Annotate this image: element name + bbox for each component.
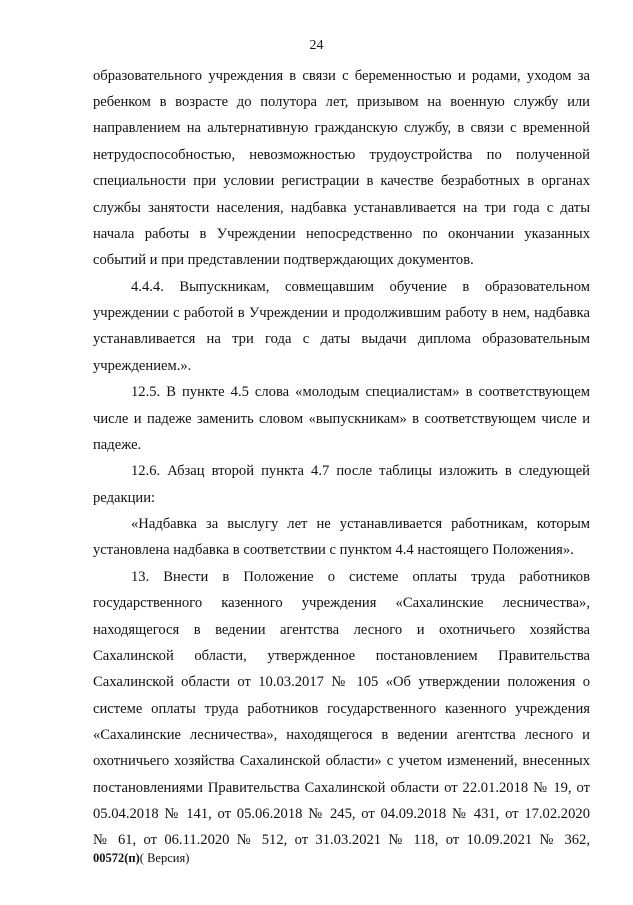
- text-line: специальности при условии регистрации в качестве безработных в органах: [93, 173, 590, 189]
- text-line: нетрудоспособностью, невозможностью трудоустройства по полученной: [93, 147, 590, 163]
- text-line: постановлениями Правительства Сахалинской области от 22.01.2018 № 19, от: [93, 780, 590, 796]
- text-line: «Надбавка за выслугу лет не устанавливается работникам, которым: [131, 516, 590, 532]
- page-number: 24: [309, 38, 324, 53]
- text-line: службы занятости населения, надбавка устанавливается на три года с даты: [93, 200, 590, 216]
- text-line: 12.6. Абзац второй пункта 4.7 после таблицы изложить в следующей: [131, 463, 590, 479]
- text-line: установлена надбавка в соответствии с пунктом 4.4 настоящего Положения».: [93, 542, 574, 558]
- text-line: государственного казенного учреждения «Сахалинские лесничества»,: [93, 595, 590, 611]
- text-line: Сахалинской области от 10.03.2017 № 105 «Об утверждении положения о: [93, 674, 590, 690]
- text-line: Сахалинской области, утвержденное постановлением Правительства: [93, 648, 590, 664]
- document-footer: [93, 851, 189, 866]
- text-line: ребенком в возрасте до полутора лет, призывом на военную службу или: [93, 94, 590, 110]
- text-line: устанавливается на три года с даты выдачи диплома образовательным: [93, 331, 590, 347]
- text-line: числе и падеже заменить словом «выпускникам» в соответствующем числе и: [93, 411, 590, 427]
- text-line: 4.4.4. Выпускникам, совмещавшим обучение в образовательном: [131, 279, 590, 295]
- document-version: ( Версия): [139, 851, 190, 865]
- text-line: учреждением.».: [93, 358, 192, 374]
- document-code: 00572(п): [93, 851, 140, 865]
- text-line: редакции:: [93, 490, 156, 506]
- text-line: «Сахалинские лесничества», находящегося в ведении агентства лесного и: [93, 727, 590, 743]
- text-line: находящегося в ведении агентства лесного и охотничьего хозяйства: [93, 622, 590, 638]
- text-line: 12.5. В пункте 4.5 слова «молодым специалистам» в соответствующем: [131, 384, 590, 400]
- text-line: падеже.: [93, 437, 142, 453]
- text-line: № 61, от 06.11.2020 № 512, от 31.03.2021 № 118, от 10.09.2021 № 362,: [93, 832, 590, 848]
- text-line: 13. Внести в Положение о системе оплаты труда работников: [131, 569, 590, 585]
- text-line: учреждении с работой в Учреждении и продолжившим работу в нем, надбавка: [93, 305, 590, 321]
- text-line: охотничьего хозяйства Сахалинской области» с учетом изменений, внесенных: [93, 753, 590, 769]
- text-line: системе оплаты труда работников государственного казенного учреждения: [93, 701, 590, 717]
- text-line: направлением на альтернативную гражданскую службу, в связи с временной: [93, 120, 590, 136]
- text-line: 05.04.2018 № 141, от 05.06.2018 № 245, от 04.09.2018 № 431, от 17.02.2020: [93, 806, 590, 822]
- text-line: образовательного учреждения в связи с беременностью и родами, уходом за: [93, 68, 590, 84]
- text-line: событий и при представлении подтверждающих документов.: [93, 252, 474, 268]
- text-line: начала работы в Учреждении непосредственно по окончании указанных: [93, 226, 590, 242]
